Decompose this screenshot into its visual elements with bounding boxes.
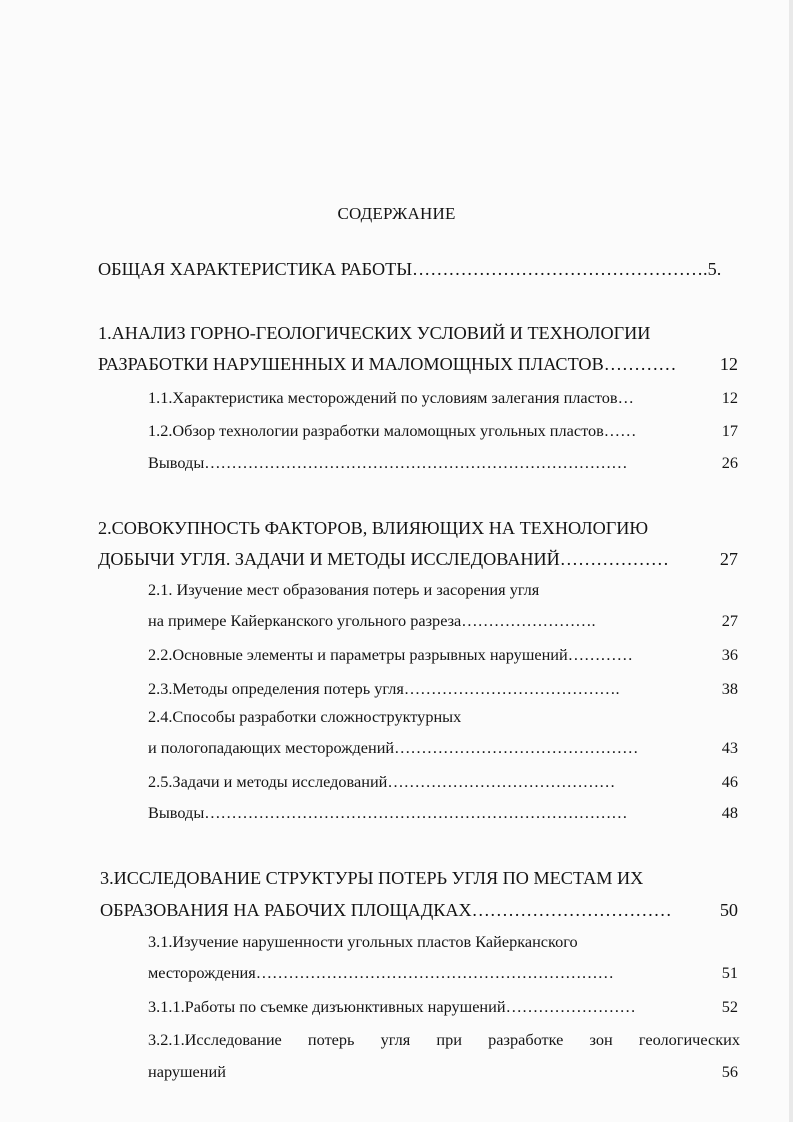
toc-entry-2-2-page: 36 (721, 645, 738, 664)
toc-entry-2-1-page: 27 (721, 611, 738, 630)
toc-entry-text: на примере Кайерканского угольного разреза……………………. (148, 611, 596, 630)
toc-entry-2-4 (148, 704, 708, 730)
toc-chapter-2-line-1: 2.СОВОКУПНОСТЬ ФАКТОРОВ, ВЛИЯЮЩИХ НА ТЕХНОЛОГИЮ (98, 518, 649, 538)
toc-chapter-1-page: 12 (719, 354, 738, 374)
toc-chapter-3-page: 50 (719, 900, 738, 920)
toc-entry-3-1 (148, 929, 708, 955)
toc-entry-1-1-page: 12 (721, 388, 738, 407)
toc-entry-text: 2.1. Изучение мест образования потерь и засорения угля (148, 580, 540, 599)
toc-entry-text: ОБЩАЯ ХАРАКТЕРИСТИКА РАБОТЫ………………………………………….5. (98, 259, 722, 279)
toc-entry-text: 1.1.Характеристика месторождений по условиям залегания пластов… (148, 388, 634, 407)
toc-entry-text: 3.1.Изучение нарушенности угольных пластов Кайерканского (148, 932, 578, 951)
toc-entry-2-4-page: 43 (721, 738, 738, 757)
toc-chapter-3-line-1: 3.ИССЛЕДОВАНИЕ СТРУКТУРЫ ПОТЕРЬ УГЛЯ ПО МЕСТАМ ИХ (100, 868, 644, 888)
toc-entry-text: 2.4.Способы разработки сложноструктурных (148, 707, 462, 726)
toc-chapter-2-page: 27 (719, 549, 738, 569)
toc-entry-text: 2.5.Задачи и методы исследований…………………………………… (148, 772, 616, 791)
toc-entry-text: 1.2.Обзор технологии разработки маломощных угольных пластов…… (148, 421, 637, 440)
toc-entry-2-2 (148, 642, 704, 668)
scan-edge (789, 0, 793, 1122)
toc-entry-general (98, 256, 738, 282)
toc-entry-3-2-1-cont (148, 1059, 668, 1085)
toc-entry-text: 3.1.1.Работы по съемке дизъюнктивных нарушений…………………… (148, 997, 636, 1016)
toc-entry-text: и пологопадающих месторождений……………………………………… (148, 738, 639, 757)
toc-entry-3-2-1-page: 56 (721, 1062, 738, 1081)
toc-chapter-2-heading-cont (98, 546, 694, 572)
toc-entry-2-5-page: 46 (721, 772, 738, 791)
toc-chapter-1-line-2: РАЗРАБОТКИ НАРУШЕННЫХ И МАЛОМОЩНЫХ ПЛАСТОВ………… (98, 354, 677, 374)
toc-entry-2-conclusions-page: 48 (721, 803, 738, 822)
toc-entry-2-1 (148, 577, 708, 603)
toc-entry-3-1-1 (148, 994, 708, 1020)
toc-entry-1-conclusions-page: 26 (721, 453, 738, 472)
toc-entry-text: месторождения………………………………………………………… (148, 963, 614, 982)
toc-chapter-3-heading-cont (100, 897, 706, 923)
toc-entry-3-1-cont (148, 960, 700, 986)
toc-entry-3-2-1: 3.2.1.Исследование потерь угля при разработке зон геологических (148, 1030, 740, 1049)
toc-entry-1-2 (148, 418, 708, 444)
toc-entry-2-5 (148, 769, 704, 795)
toc-entry-text: 2.3.Методы определения потерь угля…………………………………. (148, 679, 620, 698)
toc-entry-text: Выводы…………………………………………………………………… (148, 453, 628, 472)
toc-entry-2-3-page: 38 (721, 679, 738, 698)
toc-entry-1-conclusions (148, 450, 698, 476)
toc-entry-2-1-cont (148, 608, 700, 634)
toc-chapter-1-line-1: 1.АНАЛИЗ ГОРНО-ГЕОЛОГИЧЕСКИХ УСЛОВИЙ И ТЕХНОЛОГИИ (98, 323, 651, 343)
toc-chapter-1-heading (98, 320, 738, 346)
toc-chapter-3-heading (100, 865, 740, 891)
toc-entry-2-4-cont (148, 735, 706, 761)
toc-entry-text: 2.2.Основные элементы и параметры разрывных нарушений………… (148, 645, 633, 664)
toc-entry-3-1-1-page: 52 (721, 997, 738, 1016)
toc-chapter-2-line-2: ДОБЫЧИ УГЛЯ. ЗАДАЧИ И МЕТОДЫ ИССЛЕДОВАНИЙ……………… (98, 549, 669, 569)
toc-entry-1-2-page: 17 (721, 421, 738, 440)
toc-entry-3-1-page: 51 (721, 963, 738, 982)
toc-entry-text: нарушений (148, 1062, 226, 1081)
toc-entry-2-3 (148, 676, 704, 702)
toc-title: СОДЕРЖАНИЕ (337, 204, 456, 223)
toc-chapter-2-heading (98, 515, 738, 541)
toc-entry-2-conclusions (148, 800, 698, 826)
toc-entry-text: Выводы…………………………………………………………………… (148, 803, 628, 822)
toc-chapter-1-heading-cont (98, 351, 698, 377)
toc-chapter-3-line-2: ОБРАЗОВАНИЯ НА РАБОЧИХ ПЛОЩАДКАХ…………………………… (100, 900, 672, 920)
toc-entry-1-1 (148, 385, 693, 411)
